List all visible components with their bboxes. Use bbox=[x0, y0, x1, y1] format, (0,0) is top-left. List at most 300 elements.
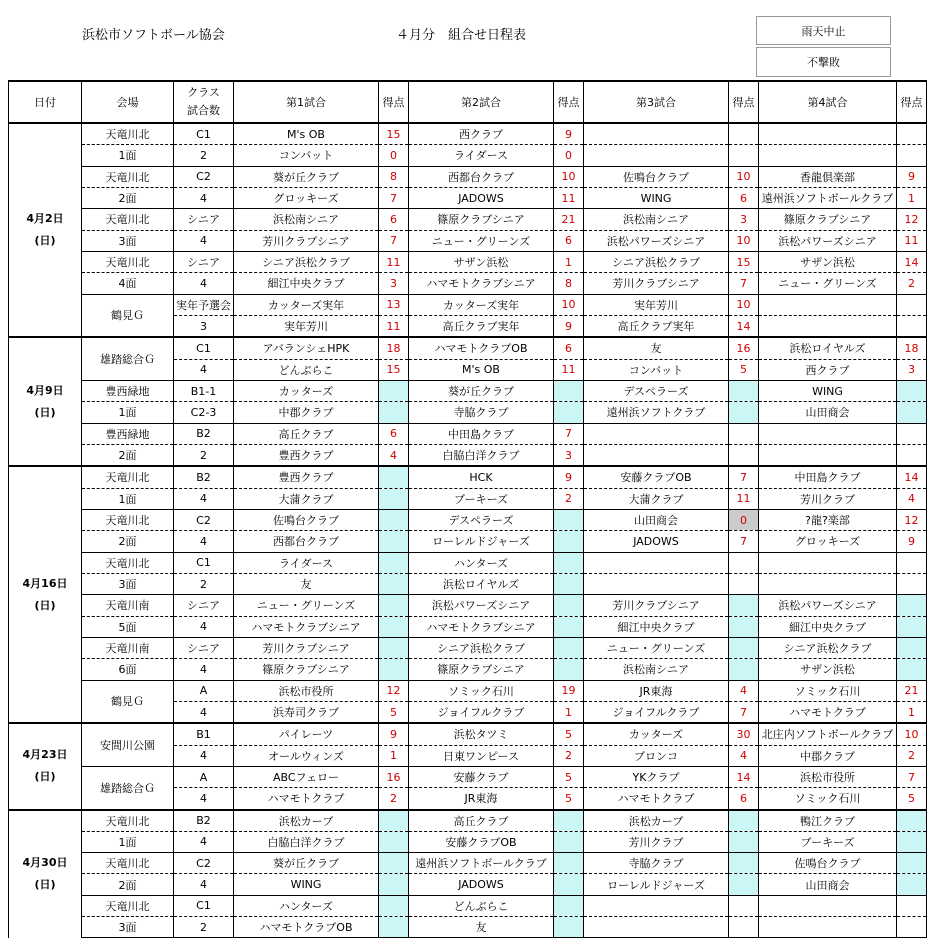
team-cell: 遠州浜ソフトボールクラブ bbox=[759, 187, 897, 208]
team-cell: ソミック石川 bbox=[409, 680, 554, 701]
score-cell: 0 bbox=[554, 145, 584, 166]
team-cell bbox=[584, 444, 729, 466]
score-cell bbox=[379, 402, 409, 423]
venue-cell: 天竜川北 bbox=[82, 853, 174, 874]
class-cell: シニア bbox=[174, 209, 234, 230]
team-cell: 友 bbox=[409, 917, 554, 938]
team-cell: WING bbox=[234, 874, 379, 895]
team-cell: 浜松ロイヤルズ bbox=[759, 337, 897, 359]
score-cell bbox=[729, 853, 759, 874]
team-cell: デスペラーズ bbox=[409, 509, 554, 530]
score-cell bbox=[379, 917, 409, 938]
score-cell: 6 bbox=[379, 423, 409, 444]
table-row bbox=[9, 423, 927, 444]
class-cell: 4 bbox=[174, 874, 234, 895]
date-label: 4月9日 bbox=[26, 383, 64, 397]
score-cell bbox=[379, 659, 409, 680]
team-cell: 浜松パワーズシニア bbox=[759, 230, 897, 251]
score-cell: 7 bbox=[379, 230, 409, 251]
score-cell bbox=[554, 402, 584, 423]
score-cell bbox=[379, 573, 409, 594]
team-cell bbox=[759, 315, 897, 337]
team-cell: 芳川クラブ bbox=[584, 831, 729, 852]
table-row bbox=[9, 294, 927, 315]
team-cell: 実年芳川 bbox=[584, 294, 729, 315]
team-cell: ニュー・グリーンズ bbox=[759, 273, 897, 294]
col-score4: 得点 bbox=[897, 81, 927, 123]
venue-cell: 天竜川北 bbox=[82, 209, 174, 230]
venue-cell: 雄踏総合Ｇ bbox=[82, 766, 174, 809]
team-cell: 浜松カーブ bbox=[234, 810, 379, 832]
venue-cell: 天竜川北 bbox=[82, 509, 174, 530]
score-cell bbox=[554, 531, 584, 552]
team-cell: 葵が丘クラブ bbox=[234, 166, 379, 187]
score-cell: 11 bbox=[897, 230, 927, 251]
score-cell: 5 bbox=[554, 766, 584, 787]
score-cell: 6 bbox=[729, 788, 759, 810]
team-cell: ライダース bbox=[409, 145, 554, 166]
score-cell: 21 bbox=[554, 209, 584, 230]
score-cell bbox=[554, 637, 584, 658]
team-cell: ハマモトクラブOB bbox=[409, 337, 554, 359]
team-cell: 浜松パワーズシニア bbox=[409, 595, 554, 616]
class-cell: 4 bbox=[174, 745, 234, 766]
score-cell bbox=[729, 637, 759, 658]
class-cell: C1 bbox=[174, 895, 234, 916]
schedule-table bbox=[8, 80, 927, 938]
team-cell bbox=[584, 917, 729, 938]
team-cell: 日東ワンピース bbox=[409, 745, 554, 766]
score-cell: 1 bbox=[554, 251, 584, 272]
col-score3: 得点 bbox=[729, 81, 759, 123]
team-cell bbox=[759, 573, 897, 594]
score-cell bbox=[554, 380, 584, 401]
score-cell: 1 bbox=[897, 187, 927, 208]
date-cell bbox=[9, 123, 82, 337]
class-cell: 4 bbox=[174, 701, 234, 723]
score-cell: 10 bbox=[729, 294, 759, 315]
team-cell: 友 bbox=[584, 337, 729, 359]
venue-cell: 天竜川北 bbox=[82, 810, 174, 832]
col-class bbox=[174, 81, 234, 123]
team-cell: ソミック石川 bbox=[759, 788, 897, 810]
team-cell: ?龍?楽部 bbox=[759, 509, 897, 530]
class-cell: 4 bbox=[174, 788, 234, 810]
score-cell bbox=[897, 294, 927, 315]
team-cell: 浜松カーブ bbox=[584, 810, 729, 832]
score-cell bbox=[897, 402, 927, 423]
table-row bbox=[9, 659, 927, 680]
team-cell: ライダース bbox=[234, 552, 379, 573]
score-cell: 16 bbox=[729, 337, 759, 359]
score-cell: 12 bbox=[897, 509, 927, 530]
score-cell: 11 bbox=[379, 315, 409, 337]
team-cell: シニア浜松クラブ bbox=[234, 251, 379, 272]
team-cell: どんぶらこ bbox=[234, 359, 379, 380]
team-cell: 芳川クラブシニア bbox=[584, 273, 729, 294]
score-cell: 6 bbox=[554, 337, 584, 359]
score-cell: 14 bbox=[729, 766, 759, 787]
team-cell bbox=[759, 294, 897, 315]
score-cell bbox=[729, 145, 759, 166]
venue-cell: 3面 bbox=[82, 917, 174, 938]
team-cell: パイレーツ bbox=[234, 723, 379, 745]
score-cell: 9 bbox=[554, 315, 584, 337]
score-cell bbox=[729, 402, 759, 423]
score-cell bbox=[897, 123, 927, 145]
score-cell bbox=[379, 595, 409, 616]
team-cell: 西クラブ bbox=[409, 123, 554, 145]
team-cell: ブーキーズ bbox=[759, 831, 897, 852]
score-cell bbox=[554, 616, 584, 637]
team-cell: 葵が丘クラブ bbox=[234, 853, 379, 874]
team-cell: 芳川クラブシニア bbox=[584, 595, 729, 616]
table-row bbox=[9, 187, 927, 208]
team-cell: ハマモトクラブシニア bbox=[409, 616, 554, 637]
table-row bbox=[9, 337, 927, 359]
score-cell bbox=[897, 423, 927, 444]
score-cell: 14 bbox=[897, 466, 927, 488]
venue-cell: 雄踏総合Ｇ bbox=[82, 337, 174, 380]
score-cell bbox=[729, 123, 759, 145]
team-cell: シニア浜松クラブ bbox=[409, 637, 554, 658]
team-cell: 白脇白洋クラブ bbox=[234, 831, 379, 852]
venue-cell: 天竜川南 bbox=[82, 637, 174, 658]
team-cell: 山田商会 bbox=[759, 402, 897, 423]
class-cell: シニア bbox=[174, 637, 234, 658]
score-cell: 7 bbox=[897, 766, 927, 787]
table-row bbox=[9, 273, 927, 294]
team-cell: カッターズ実年 bbox=[409, 294, 554, 315]
score-cell: 11 bbox=[554, 187, 584, 208]
score-cell bbox=[897, 917, 927, 938]
score-cell: 11 bbox=[729, 488, 759, 509]
team-cell: ハンターズ bbox=[234, 895, 379, 916]
score-cell: 21 bbox=[897, 680, 927, 701]
team-cell: ハマモトクラブ bbox=[234, 788, 379, 810]
score-cell: 4 bbox=[729, 745, 759, 766]
team-cell: ハマモトクラブシニア bbox=[409, 273, 554, 294]
score-cell bbox=[897, 874, 927, 895]
team-cell: 佐鳴台クラブ bbox=[584, 166, 729, 187]
venue-cell: 天竜川北 bbox=[82, 166, 174, 187]
score-cell: 11 bbox=[554, 359, 584, 380]
score-cell bbox=[379, 531, 409, 552]
score-cell: 10 bbox=[729, 230, 759, 251]
team-cell: コンバット bbox=[234, 145, 379, 166]
venue-cell: 天竜川南 bbox=[82, 595, 174, 616]
team-cell: 浜松タツミ bbox=[409, 723, 554, 745]
score-cell: 1 bbox=[897, 701, 927, 723]
score-cell bbox=[897, 552, 927, 573]
col-date: 日付 bbox=[9, 81, 82, 123]
col-class-label: クラス bbox=[187, 86, 220, 99]
score-cell bbox=[897, 616, 927, 637]
team-cell: サザン浜松 bbox=[759, 251, 897, 272]
team-cell bbox=[584, 423, 729, 444]
class-cell: 4 bbox=[174, 531, 234, 552]
class-cell: 2 bbox=[174, 145, 234, 166]
venue-cell: 天竜川北 bbox=[82, 123, 174, 145]
team-cell: 浜松市役所 bbox=[234, 680, 379, 701]
score-cell: 9 bbox=[897, 166, 927, 187]
table-row bbox=[9, 145, 927, 166]
score-cell bbox=[379, 509, 409, 530]
table-row bbox=[9, 552, 927, 573]
score-cell: 15 bbox=[379, 359, 409, 380]
score-cell bbox=[729, 659, 759, 680]
table-header bbox=[9, 81, 927, 123]
venue-cell: 5面 bbox=[82, 616, 174, 637]
team-cell: サザン浜松 bbox=[409, 251, 554, 272]
class-cell: C2-3 bbox=[174, 402, 234, 423]
table-row bbox=[9, 209, 927, 230]
score-cell bbox=[897, 853, 927, 874]
score-cell bbox=[729, 917, 759, 938]
score-cell bbox=[897, 595, 927, 616]
col-score2: 得点 bbox=[554, 81, 584, 123]
score-cell: 4 bbox=[729, 680, 759, 701]
score-cell bbox=[379, 488, 409, 509]
team-cell: JADOWS bbox=[584, 531, 729, 552]
team-cell: M's OB bbox=[234, 123, 379, 145]
venue-cell: 2面 bbox=[82, 444, 174, 466]
score-cell: 2 bbox=[554, 488, 584, 509]
score-cell bbox=[897, 444, 927, 466]
team-cell: ローレルドジャーズ bbox=[584, 874, 729, 895]
venue-cell: 4面 bbox=[82, 273, 174, 294]
table-row bbox=[9, 380, 927, 401]
score-cell: 16 bbox=[379, 766, 409, 787]
score-cell: 0 bbox=[729, 509, 759, 530]
score-cell: 11 bbox=[379, 251, 409, 272]
score-cell: 1 bbox=[554, 701, 584, 723]
score-cell bbox=[897, 315, 927, 337]
venue-cell: 鶴見Ｇ bbox=[82, 294, 174, 337]
table-row bbox=[9, 251, 927, 272]
team-cell: 細江中央クラブ bbox=[234, 273, 379, 294]
table-row bbox=[9, 810, 927, 832]
score-cell: 3 bbox=[729, 209, 759, 230]
team-cell: ABCフェロー bbox=[234, 766, 379, 787]
date-label: 4月23日 bbox=[22, 748, 68, 762]
org-title: 浜松市ソフトボール協会 bbox=[82, 28, 225, 43]
score-cell: 1 bbox=[379, 745, 409, 766]
team-cell: 西都台クラブ bbox=[234, 531, 379, 552]
team-cell: 中郡クラブ bbox=[234, 402, 379, 423]
venue-cell: 天竜川北 bbox=[82, 251, 174, 272]
score-cell: 3 bbox=[897, 359, 927, 380]
date-cell bbox=[9, 466, 82, 723]
score-cell bbox=[729, 874, 759, 895]
col-game4: 第4試合 bbox=[759, 81, 897, 123]
score-cell: 4 bbox=[379, 444, 409, 466]
score-cell: 6 bbox=[729, 187, 759, 208]
team-cell: 安藤クラブ bbox=[409, 766, 554, 787]
class-cell: B2 bbox=[174, 466, 234, 488]
team-cell: 寺脇クラブ bbox=[409, 402, 554, 423]
team-cell: サザン浜松 bbox=[759, 659, 897, 680]
score-cell: 9 bbox=[379, 723, 409, 745]
table-row bbox=[9, 874, 927, 895]
score-cell bbox=[379, 552, 409, 573]
table-row bbox=[9, 895, 927, 916]
score-cell: 18 bbox=[379, 337, 409, 359]
date-label: 4月16日 bbox=[22, 576, 68, 590]
team-cell: 山田商会 bbox=[759, 874, 897, 895]
team-cell: 篠原クラブシニア bbox=[759, 209, 897, 230]
date-label: 4月30日 bbox=[22, 856, 68, 870]
team-cell: コンバット bbox=[584, 359, 729, 380]
team-cell: ハマモトクラブ bbox=[584, 788, 729, 810]
score-cell: 5 bbox=[897, 788, 927, 810]
score-cell: 2 bbox=[897, 745, 927, 766]
score-cell: 5 bbox=[379, 701, 409, 723]
score-cell: 14 bbox=[897, 251, 927, 272]
score-cell: 9 bbox=[554, 123, 584, 145]
team-cell: 芳川クラブシニア bbox=[234, 637, 379, 658]
team-cell: シニア浜松クラブ bbox=[759, 637, 897, 658]
team-cell: 細江中央クラブ bbox=[759, 616, 897, 637]
score-cell: 7 bbox=[729, 273, 759, 294]
team-cell: HCK bbox=[409, 466, 554, 488]
team-cell: ニュー・グリーンズ bbox=[234, 595, 379, 616]
venue-cell: 安間川公園 bbox=[82, 723, 174, 766]
table-row bbox=[9, 573, 927, 594]
score-cell: 9 bbox=[897, 531, 927, 552]
class-cell: 4 bbox=[174, 659, 234, 680]
score-cell bbox=[379, 616, 409, 637]
team-cell: 遠州浜ソフトボールクラブ bbox=[409, 853, 554, 874]
date-dow: (日) bbox=[34, 878, 56, 892]
score-cell bbox=[897, 145, 927, 166]
score-cell: 0 bbox=[379, 145, 409, 166]
team-cell: アバランシェHPK bbox=[234, 337, 379, 359]
score-cell: 15 bbox=[379, 123, 409, 145]
team-cell: YKクラブ bbox=[584, 766, 729, 787]
score-cell: 7 bbox=[729, 531, 759, 552]
score-cell: 3 bbox=[554, 444, 584, 466]
team-cell bbox=[584, 895, 729, 916]
table-row bbox=[9, 230, 927, 251]
team-cell: ハマモトクラブ bbox=[759, 701, 897, 723]
team-cell: 細江中央クラブ bbox=[584, 616, 729, 637]
team-cell: 西クラブ bbox=[759, 359, 897, 380]
table-row bbox=[9, 488, 927, 509]
team-cell: 中郡クラブ bbox=[759, 745, 897, 766]
score-cell bbox=[729, 573, 759, 594]
score-cell bbox=[554, 573, 584, 594]
team-cell: JR東海 bbox=[584, 680, 729, 701]
col-game1: 第1試合 bbox=[234, 81, 379, 123]
score-cell: 30 bbox=[729, 723, 759, 745]
team-cell: 佐鳴台クラブ bbox=[234, 509, 379, 530]
venue-cell: 2面 bbox=[82, 187, 174, 208]
score-cell bbox=[897, 573, 927, 594]
table-row bbox=[9, 444, 927, 466]
team-cell: WING bbox=[759, 380, 897, 401]
score-cell: 13 bbox=[379, 294, 409, 315]
team-cell: ハマモトクラブOB bbox=[234, 917, 379, 938]
team-cell: 篠原クラブシニア bbox=[409, 659, 554, 680]
team-cell: ハンターズ bbox=[409, 552, 554, 573]
venue-cell: 3面 bbox=[82, 230, 174, 251]
date-dow: (日) bbox=[34, 598, 56, 612]
class-cell: 2 bbox=[174, 573, 234, 594]
score-cell: 10 bbox=[554, 166, 584, 187]
score-cell: 10 bbox=[897, 723, 927, 745]
class-cell: C1 bbox=[174, 337, 234, 359]
score-cell bbox=[897, 831, 927, 852]
date-cell bbox=[9, 723, 82, 809]
class-cell: B2 bbox=[174, 810, 234, 832]
table-row bbox=[9, 616, 927, 637]
team-cell: 篠原クラブシニア bbox=[409, 209, 554, 230]
class-cell: 2 bbox=[174, 444, 234, 466]
date-cell bbox=[9, 337, 82, 466]
score-cell: 6 bbox=[379, 209, 409, 230]
table-row bbox=[9, 680, 927, 701]
date-dow: (日) bbox=[34, 405, 56, 419]
class-cell: 4 bbox=[174, 831, 234, 852]
score-cell: 12 bbox=[897, 209, 927, 230]
class-cell: B1 bbox=[174, 723, 234, 745]
team-cell: 佐鳴台クラブ bbox=[759, 853, 897, 874]
venue-cell: 1面 bbox=[82, 402, 174, 423]
team-cell: 中田島クラブ bbox=[409, 423, 554, 444]
score-cell bbox=[729, 831, 759, 852]
team-cell: ジョイフルクラブ bbox=[584, 701, 729, 723]
table-row bbox=[9, 402, 927, 423]
team-cell bbox=[584, 123, 729, 145]
team-cell bbox=[584, 145, 729, 166]
venue-cell: 2面 bbox=[82, 874, 174, 895]
class-cell: 4 bbox=[174, 616, 234, 637]
score-cell bbox=[554, 509, 584, 530]
team-cell: 浜松南シニア bbox=[234, 209, 379, 230]
team-cell bbox=[584, 573, 729, 594]
class-cell: シニア bbox=[174, 595, 234, 616]
class-cell: A bbox=[174, 680, 234, 701]
score-cell: 2 bbox=[554, 745, 584, 766]
score-cell bbox=[897, 659, 927, 680]
class-cell: 3 bbox=[174, 315, 234, 337]
team-cell: ジョイフルクラブ bbox=[409, 701, 554, 723]
team-cell: JADOWS bbox=[409, 187, 554, 208]
team-cell: 安藤クラブOB bbox=[584, 466, 729, 488]
team-cell: 豊西クラブ bbox=[234, 444, 379, 466]
score-cell: 7 bbox=[379, 187, 409, 208]
venue-cell: 1面 bbox=[82, 831, 174, 852]
team-cell: 白脇白洋クラブ bbox=[409, 444, 554, 466]
score-cell: 2 bbox=[897, 273, 927, 294]
team-cell: オールウィンズ bbox=[234, 745, 379, 766]
class-cell: C2 bbox=[174, 853, 234, 874]
col-games-label: 試合数 bbox=[187, 104, 220, 117]
score-cell bbox=[554, 853, 584, 874]
team-cell: 香龍倶楽部 bbox=[759, 166, 897, 187]
team-cell bbox=[584, 552, 729, 573]
team-cell: 実年芳川 bbox=[234, 315, 379, 337]
class-cell: 実年予選会 bbox=[174, 294, 234, 315]
score-cell bbox=[554, 874, 584, 895]
team-cell: カッターズ bbox=[584, 723, 729, 745]
team-cell: グロッキーズ bbox=[759, 531, 897, 552]
team-cell: ブロンコ bbox=[584, 745, 729, 766]
score-cell: 10 bbox=[554, 294, 584, 315]
team-cell: デスペラーズ bbox=[584, 380, 729, 401]
legend-unknown: 不撃敗 bbox=[756, 47, 891, 77]
